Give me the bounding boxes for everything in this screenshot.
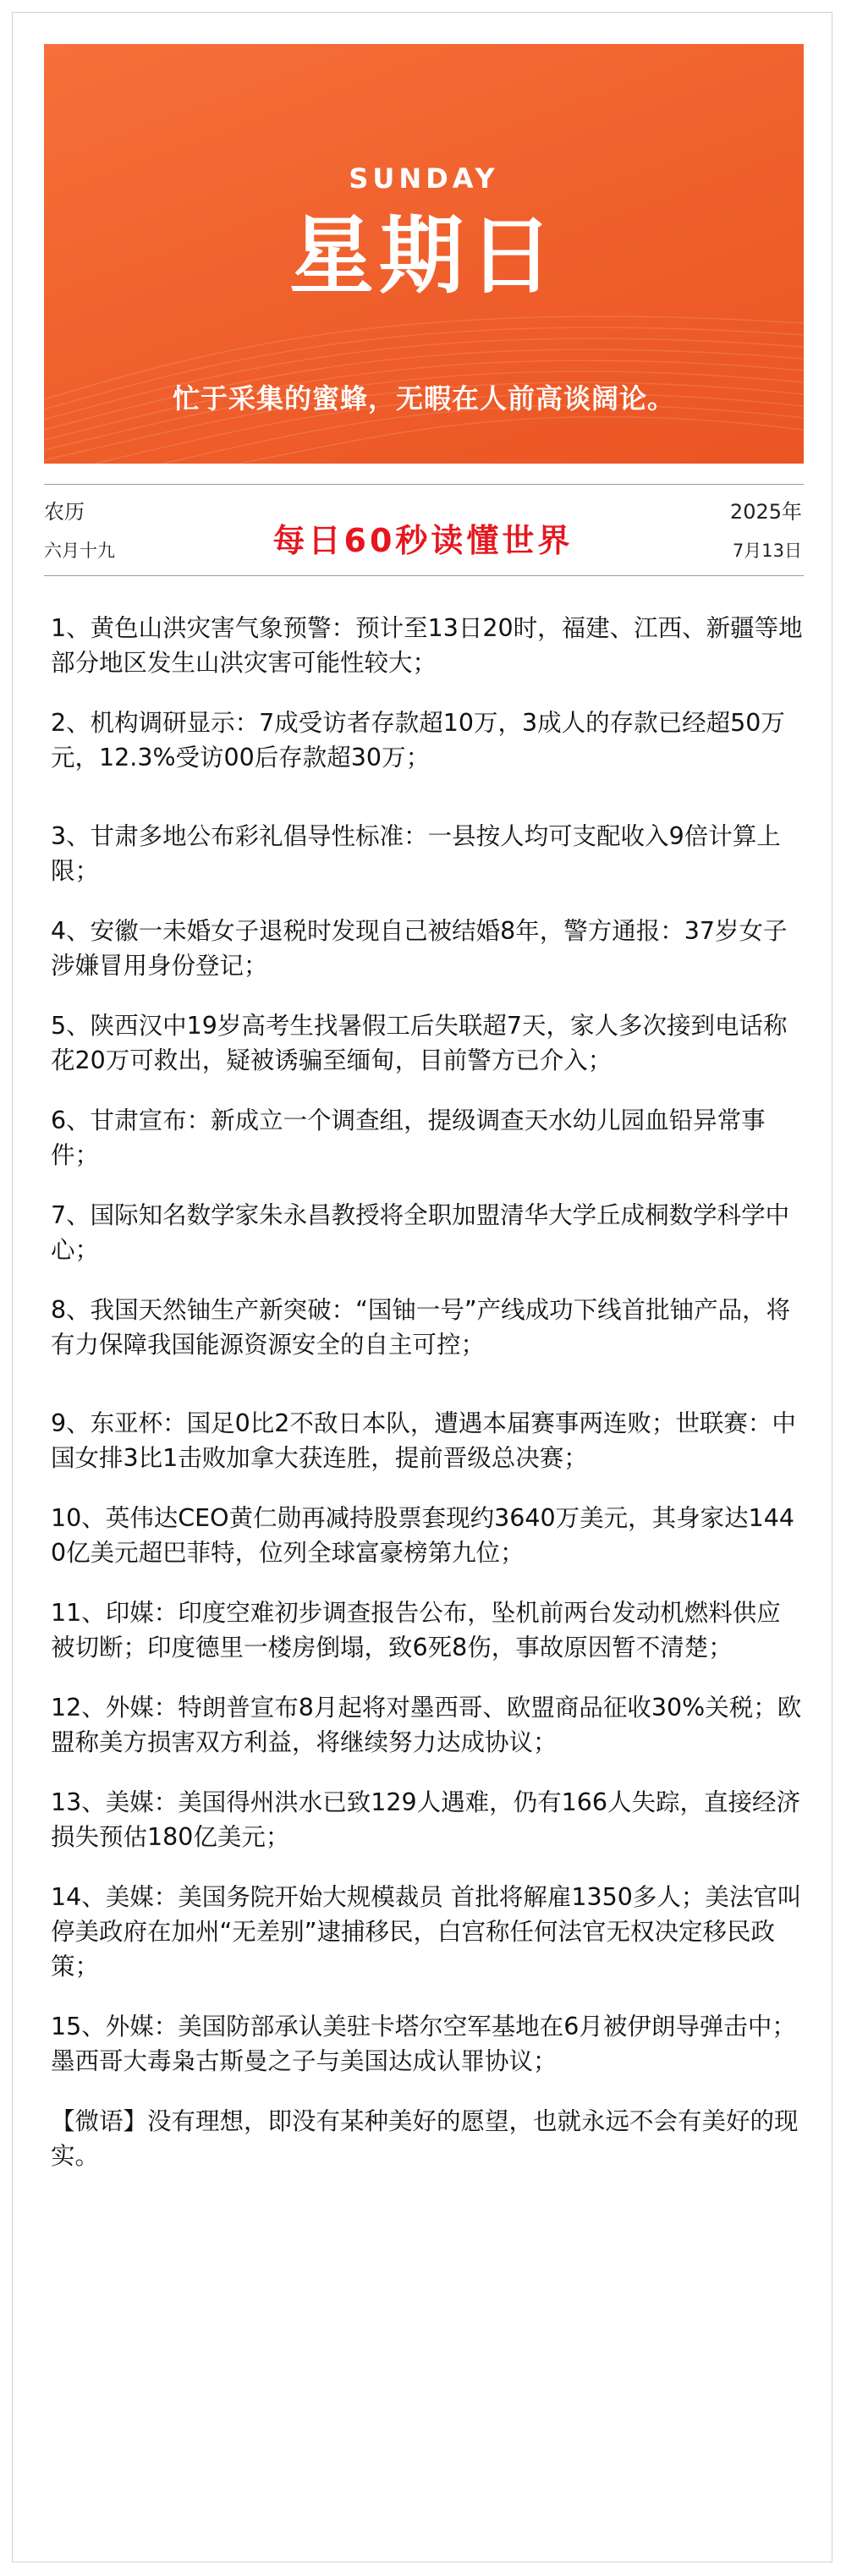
news-item: 15、外媒：美国防部承认美驻卡塔尔空军基地在6月被伊朗导弹击中；墨西哥大毒枭古斯曼之子与美国达成认罪协议； [51,2013,796,2075]
news-item: 4、安徽一未婚女子退税时发现自己被结婚8年，警方通报：37岁女子涉嫌冒用身份登记； [51,917,788,980]
news-item: 11、印媒：印度空难初步调查报告公布，坠机前两台发动机燃料供应被切断；印度德里一楼房倒塌，致6死8伤，事故原因暂不清楚； [51,1599,781,1661]
news-item: 2、机构调研显示：7成受访者存款超10万，3成人的存款已经超50万元，12.3%受访00后存款超30万； [51,709,785,772]
news-item: 8、我国天然铀生产新突破：“国铀一号”产线成功下线首批铀产品，将有力保障我国能源资源安全的自主可控； [51,1296,791,1359]
news-item: 6、甘肃宣布：新成立一个调查组，提级调查天水幼儿园血铅异常事件； [51,1107,766,1169]
lunar-label: 农历 [44,500,85,524]
news-item: 13、美媒：美国得州洪水已致129人遇难，仍有166人失踪，直接经济损失预估180亿美元； [51,1788,801,1851]
news-item: 7、国际知名数学家朱永昌教授将全职加盟清华大学丘成桐数学科学中心； [51,1201,790,1264]
news-item: 14、美媒：美国务院开始大规模裁员 首批将解雇1350多人；美法官叫停美政府在加州“无差别”逮捕移民，白宫称任何法官无权决定移民政策； [51,1883,802,1980]
news-item: 3、甘肃多地公布彩礼倡导性标准：一县按人均可支配收入9倍计算上限； [51,822,781,885]
news-item: 5、陕西汉中19岁高考生找暑假工后失联超7天，家人多次接到电话称花20万可救出，疑被诱骗至缅甸，目前警方已介入； [51,1012,788,1074]
date-label: 7月13日 [732,541,802,561]
news-item: 9、东亚杯：国足0比2不敌日本队，遭遇本届赛事两连败；世联赛：中国女排3比1击败加拿大获连胜，提前晋级总决赛； [51,1409,796,1472]
news-item: 1、黄色山洪灾害气象预警：预计至13日20时，福建、江西、新疆等地部分地区发生山洪灾害可能性较大； [51,614,803,677]
day-english: SUNDAY [349,162,499,195]
year-label: 2025年 [729,500,802,524]
top-divider [44,484,804,485]
page-title: 每日60秒读懂世界 [272,522,574,559]
day-chinese: 星期日 [289,206,558,305]
news-item: 10、英伟达CEO黄仁勋再减持股票套现约3640万美元，其身家达1440亿美元超巴菲特，位列全球富豪榜第九位； [51,1504,795,1567]
motto: 【微语】没有理想，即没有某种美好的愿望，也就永远不会有美好的现实。 [51,2107,799,2170]
bottom-divider [44,575,804,576]
day-banner [44,44,804,464]
news-list [51,611,804,2199]
news-item: 12、外媒：特朗普宣布8月起将对墨西哥、欧盟商品征收30%关税；欧盟称美方损害双方利益，将继续努力达成协议； [51,1694,802,1756]
day-quote: 忙于采集的蜜蜂，无暇在人前高谈阔论。 [172,382,675,415]
lunar-date: 六月十九 [44,541,115,561]
